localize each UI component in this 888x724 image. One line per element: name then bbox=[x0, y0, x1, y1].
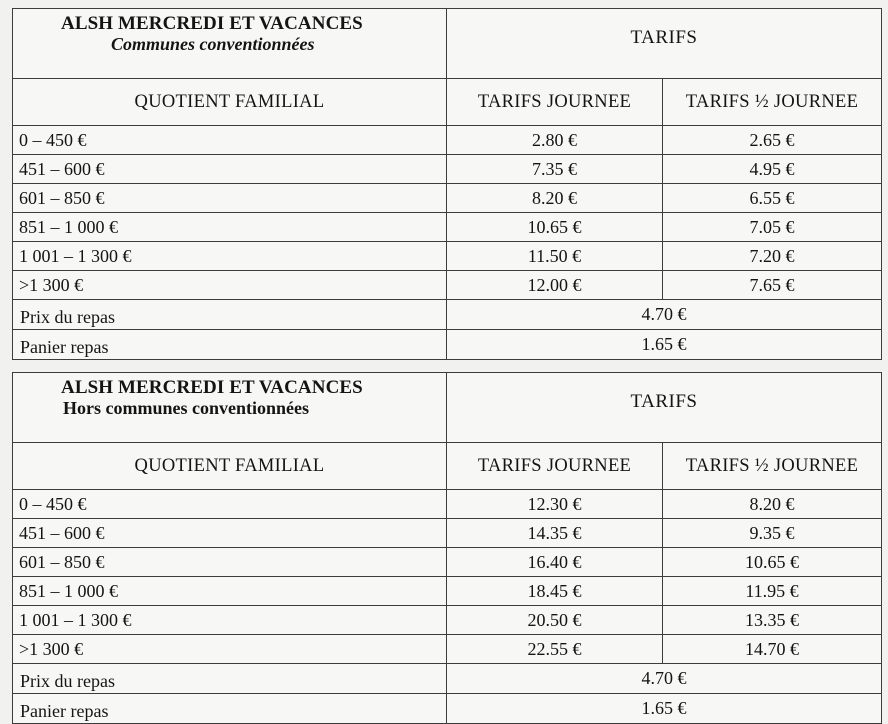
quotient-cell: 0 – 450 € bbox=[13, 126, 447, 155]
table-title-cell bbox=[13, 9, 447, 79]
table-title-row bbox=[13, 373, 882, 443]
quotient-cell: 451 – 600 € bbox=[13, 155, 447, 184]
panier-repas-label: Panier repas bbox=[13, 330, 447, 360]
prix-repas-row bbox=[13, 664, 882, 694]
panier-repas-label: Panier repas bbox=[13, 694, 447, 724]
panier-repas-row bbox=[13, 330, 882, 360]
tarif-journee-cell: 18.45 € bbox=[447, 577, 663, 606]
tarif-journee-cell: 12.30 € bbox=[447, 490, 663, 519]
tarif-journee-cell: 8.20 € bbox=[447, 184, 663, 213]
column-header-demi-journee: TARIFS ½ JOURNEE bbox=[663, 443, 882, 490]
tarifs-header: TARIFS bbox=[447, 373, 882, 443]
column-header-quotient: QUOTIENT FAMILIAL bbox=[13, 443, 447, 490]
tarifs-header: TARIFS bbox=[447, 9, 882, 79]
table-row bbox=[13, 126, 882, 155]
quotient-cell: 451 – 600 € bbox=[13, 519, 447, 548]
quotient-cell: 1 001 – 1 300 € bbox=[13, 606, 447, 635]
table-subtitle: Communes conventionnées bbox=[111, 34, 315, 54]
column-header-quotient: QUOTIENT FAMILIAL bbox=[13, 79, 447, 126]
tarifs-table-hors-communes-conventionnees bbox=[12, 372, 882, 724]
quotient-cell: >1 300 € bbox=[13, 635, 447, 664]
quotient-cell: 851 – 1 000 € bbox=[13, 577, 447, 606]
tarif-demi-journee-cell: 11.95 € bbox=[663, 577, 882, 606]
tarif-journee-cell: 2.80 € bbox=[447, 126, 663, 155]
table-title: ALSH MERCREDI ET VACANCES bbox=[61, 377, 363, 398]
table-row bbox=[13, 213, 882, 242]
table-row bbox=[13, 635, 882, 664]
tarif-journee-cell: 20.50 € bbox=[447, 606, 663, 635]
quotient-cell: 0 – 450 € bbox=[13, 490, 447, 519]
column-header-row bbox=[13, 443, 882, 490]
tarif-demi-journee-cell: 8.20 € bbox=[663, 490, 882, 519]
panier-repas-value: 1.65 € bbox=[447, 694, 882, 724]
prix-repas-row bbox=[13, 300, 882, 330]
table-row bbox=[13, 155, 882, 184]
tarif-journee-cell: 22.55 € bbox=[447, 635, 663, 664]
prix-repas-value: 4.70 € bbox=[447, 300, 882, 330]
tarif-demi-journee-cell: 7.65 € bbox=[663, 271, 882, 300]
tarif-demi-journee-cell: 2.65 € bbox=[663, 126, 882, 155]
table-row bbox=[13, 271, 882, 300]
table-title: ALSH MERCREDI ET VACANCES bbox=[61, 13, 363, 34]
column-header-row bbox=[13, 79, 882, 126]
tarif-journee-cell: 10.65 € bbox=[447, 213, 663, 242]
tarif-demi-journee-cell: 7.05 € bbox=[663, 213, 882, 242]
tarif-demi-journee-cell: 9.35 € bbox=[663, 519, 882, 548]
table-subtitle: Hors communes conventionnées bbox=[63, 398, 309, 418]
tarif-demi-journee-cell: 4.95 € bbox=[663, 155, 882, 184]
table-row bbox=[13, 242, 882, 271]
panier-repas-value: 1.65 € bbox=[447, 330, 882, 360]
column-header-journee: TARIFS JOURNEE bbox=[447, 79, 663, 126]
table-row bbox=[13, 519, 882, 548]
quotient-cell: 1 001 – 1 300 € bbox=[13, 242, 447, 271]
tarifs-table-communes-conventionnees bbox=[12, 8, 882, 360]
column-header-journee: TARIFS JOURNEE bbox=[447, 443, 663, 490]
column-header-demi-journee: TARIFS ½ JOURNEE bbox=[663, 79, 882, 126]
tarif-journee-cell: 16.40 € bbox=[447, 548, 663, 577]
tarif-demi-journee-cell: 6.55 € bbox=[663, 184, 882, 213]
tarif-demi-journee-cell: 13.35 € bbox=[663, 606, 882, 635]
prix-repas-label: Prix du repas bbox=[13, 664, 447, 694]
tarif-journee-cell: 14.35 € bbox=[447, 519, 663, 548]
prix-repas-value: 4.70 € bbox=[447, 664, 882, 694]
tarif-journee-cell: 12.00 € bbox=[447, 271, 663, 300]
quotient-cell: 601 – 850 € bbox=[13, 548, 447, 577]
table-title-row bbox=[13, 9, 882, 79]
tarif-journee-cell: 7.35 € bbox=[447, 155, 663, 184]
panier-repas-row bbox=[13, 694, 882, 724]
quotient-cell: >1 300 € bbox=[13, 271, 447, 300]
quotient-cell: 601 – 850 € bbox=[13, 184, 447, 213]
tarif-demi-journee-cell: 14.70 € bbox=[663, 635, 882, 664]
table-row bbox=[13, 490, 882, 519]
quotient-cell: 851 – 1 000 € bbox=[13, 213, 447, 242]
table-row bbox=[13, 184, 882, 213]
prix-repas-label: Prix du repas bbox=[13, 300, 447, 330]
table-row bbox=[13, 548, 882, 577]
tarif-journee-cell: 11.50 € bbox=[447, 242, 663, 271]
table-title-cell bbox=[13, 373, 447, 443]
tarif-demi-journee-cell: 10.65 € bbox=[663, 548, 882, 577]
table-row bbox=[13, 577, 882, 606]
tarif-demi-journee-cell: 7.20 € bbox=[663, 242, 882, 271]
table-row bbox=[13, 606, 882, 635]
